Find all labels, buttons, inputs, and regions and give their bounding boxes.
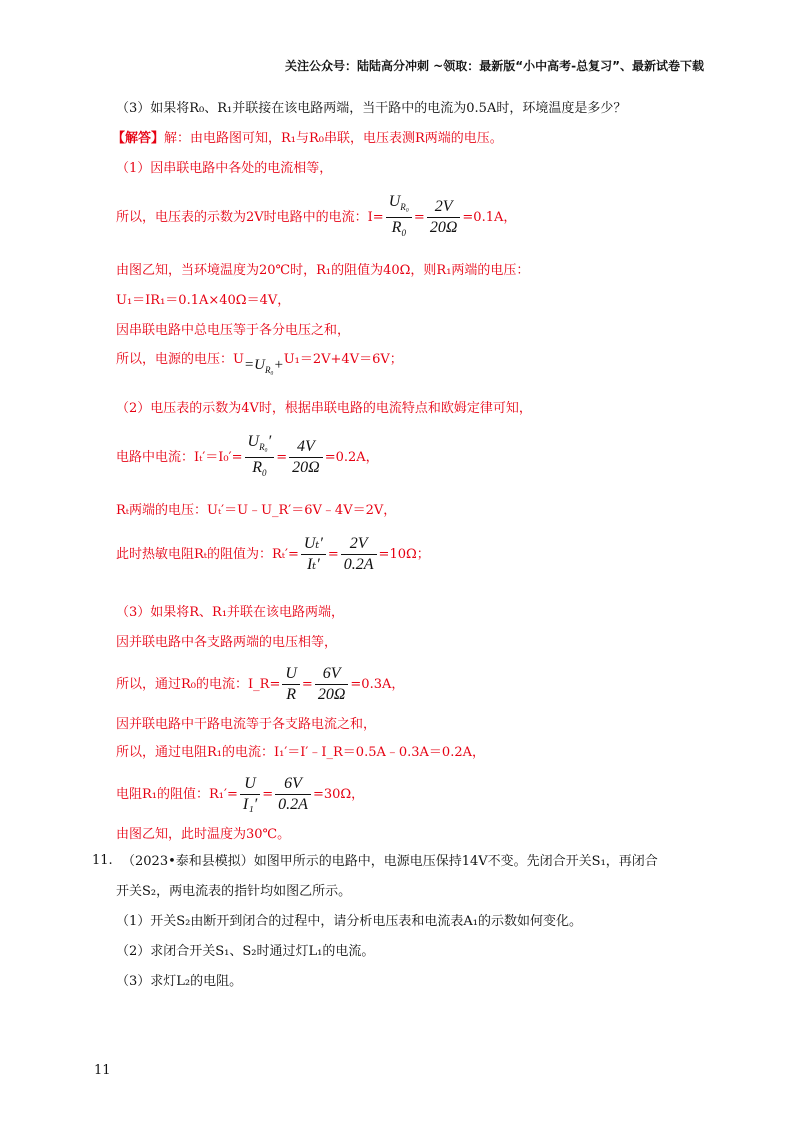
part2-line-b: Rₜ两端的电压：Uₜ′＝U﹣U_R′＝6V﹣4V＝2V， [116, 503, 397, 518]
frac2-den: 0.2A [343, 556, 374, 573]
page-header: 关注公众号：陆陆高分冲刺 ~领取：最新版“小中高考-总复习”、最新试卷下载 [285, 59, 704, 73]
part1-line-b: 由图乙知，当环境温度为20℃时，R₁的阻值为40Ω，则R₁两端的电压： [116, 263, 530, 278]
frac-den-sub: 0 [401, 228, 406, 239]
eq-result: 0.2A， [335, 450, 379, 466]
frac-num: U [240, 774, 260, 795]
question-11-sub-3: （3）求灯L₂的电阻。 [116, 974, 243, 989]
part3-line-d: 所以，通过电阻R₁的电流：I₁′＝I′﹣I_R＝0.5A﹣0.3A＝0.2A， [116, 745, 485, 760]
eq-result: 30Ω， [323, 787, 365, 802]
part1-line-c: U₁＝IR₁＝0.1A×40Ω＝4V， [116, 293, 291, 308]
answer-intro [112, 130, 503, 148]
frac2-num: 2V [427, 197, 461, 218]
part2-title: （2）电压表的示数为4V时，根据串联电路的电流特点和欧姆定律可知， [116, 401, 532, 416]
frac-num: Uₜ′ [301, 534, 326, 555]
frac2-den: 20Ω [317, 686, 346, 703]
frac2-num: 6V [275, 774, 311, 795]
frac-num-prime: ′ [267, 433, 272, 450]
frac2-den: 0.2A [278, 796, 308, 813]
frac-den: R [391, 219, 402, 237]
fraction-values [289, 437, 323, 478]
fraction-values [341, 534, 377, 575]
frac-den: R [286, 686, 297, 703]
part3-resistance-eq: 电阻R₁的阻值：R₁′= $\frac{U}{\text{I₁′}}$ = $\frac{6V}{0.2A}$ =30Ω， [116, 775, 365, 813]
part3-line-c: 因并联电路中干路电流等于各支路电流之和， [116, 717, 377, 732]
frac-den-sub: 0 [261, 468, 267, 479]
eq-u-sub: R₀ [264, 365, 274, 375]
fraction-u-over-r [245, 432, 275, 483]
eq-prefix: 电路中电流：Iₜ′＝I₀′ [116, 450, 232, 466]
answer-tag: 【解答】 [112, 131, 165, 146]
answer-intro-text: 解：由电路图可知，R₁与R₀串联，电压表测R两端的电压。 [164, 131, 503, 146]
part3-conclusion: 由图乙知，此时温度为30℃。 [116, 827, 291, 842]
frac-num-sub: R₀ [259, 442, 268, 453]
part2-resistance-eq: 此时热敏电阻Rₜ的阻值为：Rₜ′= $\frac{\text{Uₜ′}}{\text{Iₜ′}}$ = $\frac{2V}{0.2A}$ =10Ω； [116, 535, 430, 573]
eq-prefix: 所以，通过R₀的电流：I_R [116, 677, 270, 692]
question-11-sub-2: （2）求闭合开关S₁、S₂时通过灯L₁的电流。 [116, 944, 375, 959]
part3-line-a: 因并联电路中各支路两端的电压相等， [116, 635, 338, 650]
eq-prefix: 所以，电源的电压：U [116, 352, 244, 367]
fraction-u-over-i [240, 774, 260, 815]
frac-den: R [252, 459, 262, 477]
frac2-den: 20Ω [292, 459, 320, 477]
question-number: 11. [92, 853, 113, 868]
eq-result: 10Ω； [389, 547, 430, 562]
question-11-sub-1: （1）开关S₂由断开到闭合的过程中，请分析电压表和电流表A₁的示数如何变化。 [116, 914, 582, 929]
eq-result: 0.1A， [473, 210, 517, 226]
frac-den: I₁′ [242, 796, 258, 813]
eq-result: 0.3A， [361, 677, 405, 692]
eq-prefix: 电阻R₁的阻值：R₁′ [116, 787, 227, 802]
fraction-u-over-r [386, 192, 412, 243]
fraction-values [275, 774, 311, 815]
question-part-3: （3）如果将R₀、R₁并联接在该电路两端，当干路中的电流为0.5A时，环境温度是多少？ [116, 101, 627, 116]
frac-num: U [282, 664, 300, 685]
frac-num: U [388, 193, 401, 210]
part1-line-d: 因串联电路中总电压等于各分电压之和， [116, 323, 351, 338]
frac-num: U [247, 433, 260, 450]
frac2-num: 4V [289, 437, 323, 458]
fraction-values [427, 197, 461, 238]
part1-title: （1）因串联电路中各处的电流相等， [116, 161, 333, 176]
frac2-num: 6V [315, 664, 349, 685]
part2-current-eq: 电路中电流：Iₜ′＝I₀′= $\frac{U_{R_0}'}{R_0}$ = $\frac{4V}{20\Omega}$ =0.2A， [116, 432, 379, 483]
part3-current-eq: 所以，通过R₀的电流：I_R= $\frac{U}{R}$ = $\frac{6V}{20\Omega}$ =0.3A， [116, 665, 405, 703]
frac2-den: 20Ω [429, 219, 458, 237]
eq-result: U₁＝2V+4V＝6V； [283, 352, 403, 367]
page-number: 11 [94, 1063, 111, 1078]
eq-prefix: 此时热敏电阻Rₜ的阻值为：Rₜ′ [116, 547, 288, 562]
frac-den: Iₜ′ [306, 556, 320, 573]
part1-line-e: 所以，电源的电压：$U=U_{R_0}+U_1=2V+4V=6V$； [116, 352, 403, 375]
frac-num-sub: R₀ [400, 202, 409, 213]
question-11-line-1: （2023•泰和县模拟）如图甲所示的电路中，电源电压保持14V不变。先闭合开关S₁，再闭合 [122, 854, 658, 869]
part3-title: （3）如果将R、R₁并联在该电路两端， [116, 605, 345, 620]
fraction-u-over-i [301, 534, 326, 575]
eq-u: U [254, 357, 265, 373]
frac2-num: 2V [341, 534, 377, 555]
eq-prefix: 所以，电压表的示数为2V时电路中的电流：I [116, 210, 373, 226]
question-11-line-2: 开关S₂，两电流表的指针均如图乙所示。 [116, 884, 352, 899]
part1-current-eq: 所以，电压表的示数为2V时电路中的电流：I= $\frac{U_{R_0}}{R_0}$ = $\frac{2V}{20\Omega}$ =0.1A， [116, 192, 516, 243]
fraction-values [315, 664, 349, 705]
fraction-u-over-r [282, 664, 300, 705]
